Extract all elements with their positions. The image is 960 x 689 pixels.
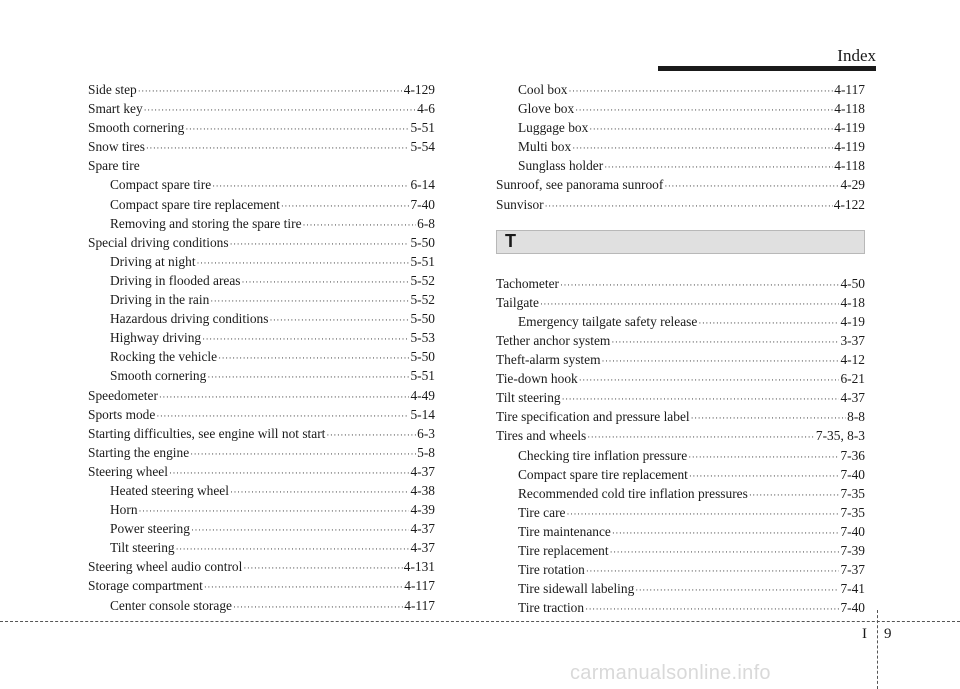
- entry-page-ref: 4-122: [833, 196, 865, 212]
- entry-page-ref: 5-52: [410, 292, 435, 308]
- entry-label: Tie-down hook: [496, 371, 578, 387]
- leader-dots: [159, 386, 410, 407]
- entry-page-ref: 4-37: [840, 390, 865, 406]
- leader-dots: [303, 214, 417, 235]
- leader-dots: [169, 462, 410, 483]
- entry-page-ref: 4-118: [834, 158, 865, 174]
- entry-label: Highway driving: [110, 330, 202, 346]
- entry-label: Driving in the rain: [110, 292, 210, 308]
- leader-dots: [281, 195, 410, 216]
- entry-label: Tether anchor system: [496, 332, 611, 348]
- entry-label: Starting difficulties, see engine will not start: [88, 425, 326, 441]
- leader-dots: [540, 293, 840, 314]
- index-entry: [88, 557, 435, 576]
- index-subentry: [88, 500, 435, 519]
- entry-label: Luggage box: [518, 120, 589, 136]
- leader-dots: [202, 328, 409, 349]
- leader-dots: [185, 118, 409, 139]
- entry-page-ref: 5-14: [410, 406, 435, 422]
- entry-page-ref: 4-118: [834, 101, 865, 117]
- leader-dots: [604, 156, 833, 177]
- entry-page-ref: 7-41: [840, 581, 865, 597]
- leader-dots: [212, 175, 409, 196]
- leader-dots: [691, 407, 847, 428]
- entry-label: Compact spare tire: [110, 177, 212, 193]
- leader-dots: [586, 560, 840, 581]
- leader-dots: [688, 446, 839, 467]
- entry-label: Smooth cornering: [110, 368, 207, 384]
- leader-dots: [579, 369, 840, 390]
- index-subentry: [88, 309, 435, 328]
- entry-label: Driving in flooded areas: [110, 272, 241, 288]
- entry-label: Special driving conditions: [88, 234, 229, 250]
- entry-label: Compact spare tire replacement: [518, 466, 688, 482]
- leader-dots: [698, 312, 839, 333]
- entry-page-ref: 4-131: [403, 559, 435, 575]
- index-entry: [88, 80, 435, 99]
- index-subentry: [496, 560, 865, 579]
- index-entry: [88, 424, 435, 443]
- index-subentry: [88, 175, 435, 194]
- index-subentry: [496, 541, 865, 560]
- leader-dots: [610, 541, 840, 562]
- entry-page-ref: 5-50: [410, 234, 435, 250]
- entry-page-ref: 4-18: [840, 294, 865, 310]
- index-entry: [496, 369, 865, 388]
- index-subentry: [88, 538, 435, 557]
- entry-page-ref: 7-37: [840, 562, 865, 578]
- entry-page-ref: 6-8: [417, 215, 435, 231]
- leader-dots: [230, 233, 410, 254]
- entry-label: Side step: [88, 82, 137, 97]
- entry-page-ref: 4-29: [840, 177, 865, 193]
- footer-rule: [0, 621, 960, 622]
- entry-page-ref: 4-117: [404, 578, 435, 594]
- index-entry: [88, 405, 435, 424]
- entry-label: Tilt steering: [110, 540, 175, 556]
- entry-page-ref: 6-14: [410, 177, 435, 193]
- section-header-t: [496, 230, 865, 254]
- leader-dots: [176, 538, 410, 559]
- index-subentry: [88, 328, 435, 347]
- entry-page-ref: 5-51: [410, 120, 435, 136]
- index-subentry: [88, 290, 435, 309]
- entry-label: Tire maintenance: [518, 523, 611, 539]
- entry-label: Sunglass holder: [518, 158, 604, 174]
- entry-page-ref: 5-50: [410, 349, 435, 365]
- index-entry: [88, 233, 435, 252]
- entry-page-ref: 5-52: [410, 272, 435, 288]
- entry-label: Sunroof, see panorama sunroof: [496, 177, 664, 193]
- entry-label: Tire care: [518, 504, 566, 520]
- entry-page-ref: 6-21: [840, 371, 865, 387]
- index-subentry: [88, 271, 435, 290]
- entry-label: Tire traction: [518, 600, 585, 616]
- entry-page-ref: 4-37: [410, 521, 435, 537]
- leader-dots: [635, 579, 839, 600]
- index-subentry: [496, 80, 865, 99]
- entry-label: Tire replacement: [518, 542, 609, 558]
- leader-dots: [664, 175, 839, 196]
- entry-page-ref: 4-12: [840, 352, 865, 368]
- index-list-t: [496, 274, 865, 618]
- index-subentry: [496, 99, 865, 118]
- index-entry: [496, 388, 865, 407]
- index-list-s-continued: [496, 80, 865, 214]
- footer-divider: [877, 610, 878, 689]
- leader-dots: [326, 424, 416, 445]
- entry-page-ref: 7-40: [840, 523, 865, 539]
- index-entry: [88, 386, 435, 405]
- entry-label: Glove box: [518, 101, 575, 117]
- index-entry: [496, 426, 865, 445]
- index-entry: [88, 99, 435, 118]
- leader-dots: [242, 271, 410, 292]
- index-entry: [496, 195, 865, 214]
- entry-page-ref: 4-117: [834, 82, 865, 97]
- index-subentry: [496, 156, 865, 175]
- index-entry: [88, 462, 435, 481]
- entry-page-ref: 6-3: [417, 425, 435, 441]
- entry-label: Theft-alarm system: [496, 352, 601, 368]
- leader-dots: [207, 366, 409, 387]
- index-subentry: [88, 347, 435, 366]
- entry-label: Removing and storing the spare tire: [110, 215, 302, 231]
- entry-label: Center console storage: [110, 597, 232, 613]
- entry-label: Steering wheel audio control: [88, 559, 243, 575]
- index-entry: [496, 331, 865, 350]
- index-subentry: [88, 519, 435, 538]
- leader-dots: [204, 576, 403, 597]
- leader-dots: [138, 80, 403, 101]
- entry-label: Snow tires: [88, 139, 145, 155]
- entry-label: Starting the engine: [88, 444, 190, 460]
- index-entry: [88, 576, 435, 595]
- entry-label: Tire rotation: [518, 562, 585, 578]
- entry-label: Checking tire inflation pressure: [518, 447, 688, 463]
- entry-label: Tires and wheels: [496, 428, 587, 444]
- leader-dots: [562, 388, 840, 409]
- leader-dots: [612, 522, 840, 543]
- entry-label: Rocking the vehicle: [110, 349, 218, 365]
- entry-page-ref: 4-19: [840, 313, 865, 329]
- entry-label: Compact spare tire replacement: [110, 196, 280, 212]
- leader-dots: [233, 596, 403, 617]
- entry-label: Smart key: [88, 101, 143, 117]
- index-subentry: [496, 503, 865, 522]
- entry-label: Multi box: [518, 139, 572, 155]
- entry-label: Speedometer: [88, 387, 158, 403]
- entry-label: Emergency tailgate safety release: [518, 313, 698, 329]
- index-subentry: [88, 214, 435, 233]
- index-subentry: [88, 252, 435, 271]
- page-header-title: Index: [837, 46, 876, 65]
- entry-page-ref: 4-117: [404, 597, 435, 613]
- index-entry: [88, 443, 435, 462]
- leader-dots: [139, 500, 410, 521]
- entry-page-ref: 5-51: [410, 368, 435, 384]
- entry-page-ref: 4-50: [840, 275, 865, 291]
- entry-page-ref: 4-49: [410, 387, 435, 403]
- index-column-right: [496, 80, 865, 617]
- leader-dots: [572, 137, 833, 158]
- entry-label: Hazardous driving conditions: [110, 311, 269, 327]
- entry-label: Cool box: [518, 82, 568, 97]
- index-subentry: [496, 118, 865, 137]
- entry-page-ref: 7-40: [410, 196, 435, 212]
- leader-dots: [589, 118, 833, 139]
- entry-label: Tachometer: [496, 275, 560, 291]
- entry-page-ref: 5-51: [410, 253, 435, 269]
- footer-section-letter: I: [862, 626, 867, 642]
- entry-label: Recommended cold tire inflation pressures: [518, 485, 748, 501]
- entry-page-ref: 7-35: [840, 485, 865, 501]
- entry-label: Sports mode: [88, 406, 156, 422]
- leader-dots: [545, 195, 833, 216]
- entry-label: Smooth cornering: [88, 120, 185, 136]
- page-header-rule: [658, 66, 876, 71]
- entry-label: Tire specification and pressure label: [496, 409, 690, 425]
- entry-page-ref: 7-35: [840, 504, 865, 520]
- entry-label: Tilt steering: [496, 390, 561, 406]
- entry-label: Power steering: [110, 521, 190, 537]
- leader-dots: [144, 99, 416, 120]
- entry-label: Horn: [110, 502, 138, 518]
- index-subentry: [88, 481, 435, 500]
- index-column-left: [88, 80, 435, 615]
- index-entry: [496, 407, 865, 426]
- entry-page-ref: 8-8: [847, 409, 865, 425]
- index-subentry: [88, 596, 435, 615]
- entry-page-ref: 5-53: [410, 330, 435, 346]
- index-subentry: [496, 465, 865, 484]
- leader-dots: [230, 481, 409, 502]
- entry-page-ref: 4-38: [410, 482, 435, 498]
- leader-dots: [156, 405, 409, 426]
- entry-page-ref: 4-119: [834, 139, 865, 155]
- index-subentry: [88, 195, 435, 214]
- leader-dots: [601, 350, 839, 371]
- leader-dots: [749, 484, 840, 505]
- index-entry: [496, 293, 865, 312]
- leader-dots: [197, 252, 410, 273]
- watermark: carmanualsonline.info: [570, 662, 771, 684]
- entry-label: Heated steering wheel: [110, 482, 229, 498]
- leader-dots: [585, 598, 839, 619]
- leader-dots: [560, 274, 839, 295]
- index-subentry: [496, 484, 865, 503]
- footer-page-number: 9: [884, 626, 892, 642]
- section-letter: T: [505, 231, 516, 252]
- index-entry: [496, 175, 865, 194]
- index-subentry: [88, 366, 435, 385]
- index-subentry: [496, 137, 865, 156]
- index-subentry: [496, 446, 865, 465]
- entry-page-ref: 4-129: [403, 82, 435, 97]
- entry-label: Tire sidewall labeling: [518, 581, 635, 597]
- leader-dots: [689, 465, 840, 486]
- entry-page-ref: 5-54: [410, 139, 435, 155]
- leader-dots: [191, 519, 410, 540]
- entry-page-ref: 7-39: [840, 542, 865, 558]
- entry-page-ref: 4-37: [410, 540, 435, 556]
- leader-dots: [269, 309, 409, 330]
- entry-label: Storage compartment: [88, 578, 203, 594]
- leader-dots: [566, 503, 839, 524]
- entry-page-ref: 7-36: [840, 447, 865, 463]
- entry-page-ref: 7-40: [840, 600, 865, 616]
- entry-page-ref: 4-37: [410, 463, 435, 479]
- leader-dots: [210, 290, 409, 311]
- entry-page-ref: 3-37: [840, 332, 865, 348]
- leader-dots: [218, 347, 409, 368]
- index-entry: [496, 274, 865, 293]
- leader-dots: [568, 80, 833, 101]
- index-entry: [88, 156, 435, 175]
- index-subentry: [496, 579, 865, 598]
- entry-label: Sunvisor: [496, 196, 544, 212]
- entry-label: Driving at night: [110, 253, 196, 269]
- index-subentry: [496, 522, 865, 541]
- entry-page-ref: 7-35, 8-3: [815, 428, 865, 444]
- index-entry: [88, 137, 435, 156]
- entry-page-ref: 5-8: [417, 444, 435, 460]
- entry-label: Tailgate: [496, 294, 539, 310]
- index-subentry: [496, 312, 865, 331]
- leader-dots: [611, 331, 839, 352]
- index-entry: [496, 350, 865, 369]
- entry-page-ref: 4-39: [410, 502, 435, 518]
- leader-dots: [575, 99, 833, 120]
- leader-dots: [587, 426, 815, 447]
- entry-page-ref: 7-40: [840, 466, 865, 482]
- leader-dots: [190, 443, 416, 464]
- leader-dots: [243, 557, 402, 578]
- leader-dots: [146, 137, 410, 158]
- index-entry: [88, 118, 435, 137]
- index-subentry: [496, 598, 865, 617]
- entry-label: Spare tire: [88, 158, 140, 174]
- entry-page-ref: 4-6: [417, 101, 435, 117]
- entry-page-ref: 4-119: [834, 120, 865, 136]
- entry-page-ref: 5-50: [410, 311, 435, 327]
- entry-label: Steering wheel: [88, 463, 168, 479]
